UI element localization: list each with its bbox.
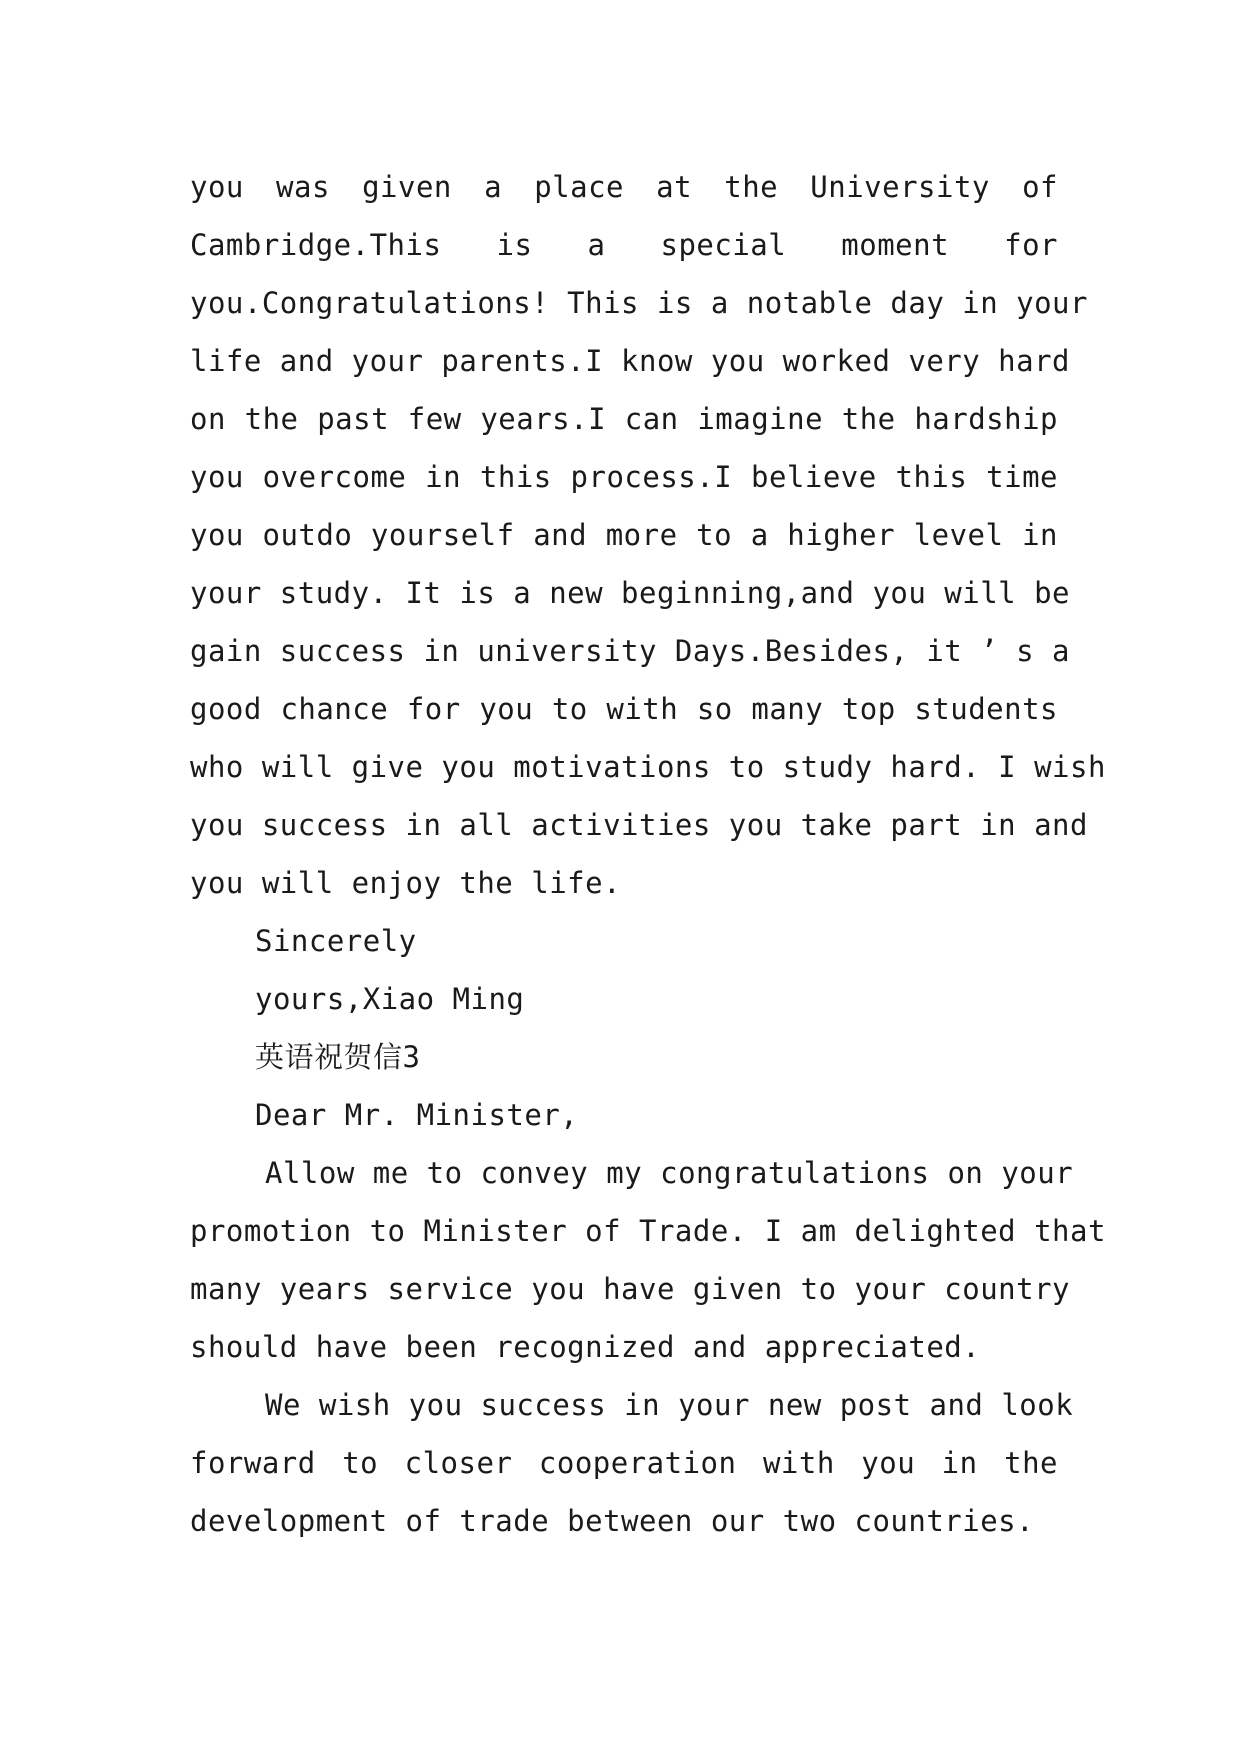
body-line: you will enjoy the life.	[190, 866, 622, 900]
salutation: Dear Mr. Minister,	[255, 1098, 579, 1132]
body-line: you overcome in this process.I believe this time	[190, 460, 1058, 494]
body-line: life and your parents.I know you worked very hard	[190, 344, 1071, 378]
body-line: you was given a place at the University of	[190, 170, 1058, 204]
body-line: you.Congratulations! This is a notable day in your	[190, 286, 1088, 320]
paragraph-line: should have been recognized and appreciated.	[190, 1330, 981, 1364]
body-line: you success in all activities you take part in and	[190, 808, 1088, 842]
body-line: your study. It is a new beginning,and you will be	[190, 576, 1071, 610]
body-line: you outdo yourself and more to a higher level in	[190, 518, 1058, 552]
body-line: on the past few years.I can imagine the hardship	[190, 402, 1058, 436]
paragraph-line: forward to closer cooperation with you in the	[190, 1446, 1058, 1480]
paragraph-line: Allow me to convey my congratulations on your	[265, 1156, 1074, 1190]
paragraph-line: promotion to Minister of Trade. I am delighted that	[190, 1214, 1106, 1248]
closing: Sincerely	[255, 924, 417, 958]
paragraph-line: We wish you success in your new post and look	[265, 1388, 1074, 1422]
paragraph-line: development of trade between our two countries.	[190, 1504, 1035, 1538]
body-line: who will give you motivations to study hard. I wish	[190, 750, 1106, 784]
paragraph-line: many years service you have given to your country	[190, 1272, 1071, 1306]
body-line: good chance for you to with so many top students	[190, 692, 1058, 726]
section-heading: 英语祝贺信3	[255, 1040, 421, 1074]
body-line: gain success in university Days.Besides, it ’ s a	[190, 634, 1071, 668]
signature: yours,Xiao Ming	[255, 982, 525, 1016]
body-line: Cambridge.This is a special moment for	[190, 228, 1058, 262]
